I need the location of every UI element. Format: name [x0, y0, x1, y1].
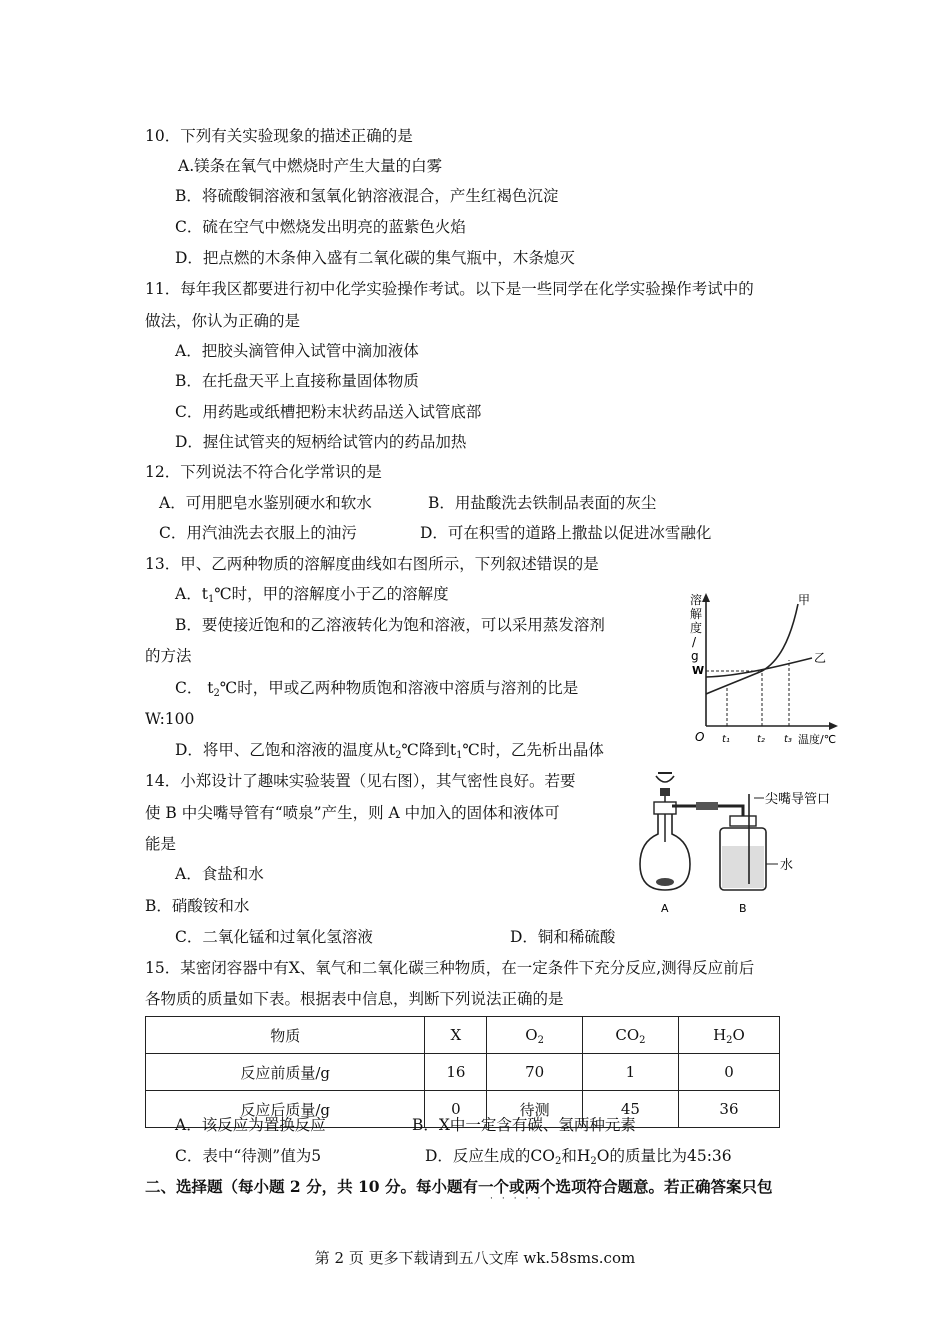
origin-label: O: [695, 730, 705, 744]
bottle-b-water: [722, 846, 764, 888]
q15-option-a: A．该反应为置换反应: [175, 1116, 326, 1134]
q14-line3: 能是: [145, 835, 177, 853]
q14-line2: 使 B 中尖嘴导管有“喷泉”产生，则 A 中加入的固体和液体可: [145, 804, 560, 822]
nozzle-label: 尖嘴导管口: [765, 792, 831, 807]
curve-jia: [706, 604, 798, 694]
funnel-stopcock: [660, 788, 670, 796]
table-cell: 1: [582, 1054, 678, 1091]
q14-option-d: D．铜和稀硫酸: [510, 928, 616, 946]
flask-a-stopper: [654, 802, 676, 814]
apparatus-figure: [638, 772, 848, 917]
header-co2: $CO_2$: [582, 1017, 678, 1054]
table-cell: 36: [678, 1091, 779, 1128]
solubility-curve-figure: [680, 590, 850, 750]
q13-option-b-line2: 的方法: [145, 647, 192, 665]
q11-stem-line1: 11．每年我区都要进行初中化学实验操作考试。以下是一些同学在化学实验操作考试中的: [145, 280, 754, 298]
q14-option-b: B．硝酸铵和水: [145, 897, 250, 915]
q15-line2: 各物质的质量如下表。根据表中信息，判断下列说法正确的是: [145, 990, 564, 1008]
table-cell: 0: [425, 1091, 487, 1128]
q13-stem: 13．甲、乙两种物质的溶解度曲线如右图所示，下列叙述错误的是: [145, 555, 599, 573]
q13-option-c-line1: C． $t_2℃$时，甲或乙两种物质饱和溶液中溶质与溶剂的比是: [175, 679, 579, 699]
section2-heading: 二、选择题（每小题 2 分，共 10 分。每小题有一个或两个选项符合题意。若正确答案只包: [145, 1177, 773, 1196]
table-cell: 反应后质量/g: [146, 1091, 425, 1128]
q12-option-a: A．可用肥皂水鉴别硬水和软水: [159, 494, 372, 512]
table-cell: 待测: [487, 1091, 583, 1128]
water-label: 水: [780, 858, 794, 873]
q10-option-c: C．硫在空气中燃烧发出明亮的蓝紫色火焰: [175, 218, 466, 236]
q12-stem: 12．下列说法不符合化学常识的是: [145, 463, 382, 481]
mass-table: [145, 1016, 780, 1128]
flask-a-solid: [656, 878, 674, 886]
q11-option-d: D．握住试管夹的短柄给试管内的药品加热: [175, 433, 467, 451]
q11-option-c: C．用药匙或纸槽把粉末状药品送入试管底部: [175, 403, 482, 421]
y-label-char-1: 溶: [690, 593, 703, 607]
q12-option-b: B．用盐酸洗去铁制品表面的灰尘: [428, 494, 657, 512]
q14-option-a: A．食盐和水: [175, 865, 264, 883]
table-cell: 0: [678, 1054, 779, 1091]
w-label: W: [692, 664, 705, 677]
q10-option-b: B．将硫酸铜溶液和氢氧化钠溶液混合，产生红褐色沉淀: [175, 187, 559, 205]
tick-t2: t₂: [757, 734, 765, 745]
q13-option-a: A．$t_1℃$时，甲的溶解度小于乙的溶解度: [175, 585, 449, 605]
rubber-tube: [696, 802, 718, 810]
q10-stem: 10．下列有关实验现象的描述正确的是: [145, 127, 413, 145]
table-cell: 16: [425, 1054, 487, 1091]
bottle-b-stopper: [730, 816, 756, 826]
q11-stem-line2: 做法，你认为正确的是: [145, 312, 301, 330]
q13-option-c-line2: W:100: [145, 710, 195, 728]
q13-option-b-line1: B．要使接近饱和的乙溶液转化为饱和溶液，可以采用蒸发溶剂: [175, 616, 605, 634]
x-axis-label: 温度/℃: [798, 733, 837, 746]
tick-t1: t₁: [722, 734, 730, 745]
table-cell: 反应前质量/g: [146, 1054, 425, 1091]
q15-option-b: B．X中一定含有碳、氢两种元素: [412, 1116, 636, 1134]
table-cell: 45: [582, 1091, 678, 1128]
q12-option-c: C．用汽油洗去衣服上的油污: [159, 524, 357, 542]
y-axis-arrow-icon: [702, 593, 710, 602]
emphasis-dots: ·····: [490, 1194, 550, 1204]
q10-option-d: D．把点燃的木条伸入盛有二氧化碳的集气瓶中，木条熄灭: [175, 249, 575, 267]
q11-option-b: B．在托盘天平上直接称量固体物质: [175, 372, 419, 390]
table-row: [146, 1054, 780, 1091]
table-header-row: [146, 1017, 780, 1054]
curve-jia-label: 甲: [798, 593, 811, 607]
funnel-bowl: [656, 776, 674, 782]
header-h2o: $H_2O$: [678, 1017, 779, 1054]
q11-option-a: A．把胶头滴管伸入试管中滴加液体: [175, 342, 419, 360]
header-x: X: [425, 1017, 487, 1054]
bottle-b-label: B: [739, 902, 747, 915]
page-footer: 第 2 页 更多下载请到五八文库 wk.58sms.com: [314, 1249, 636, 1267]
header-o2: $O_2$: [487, 1017, 583, 1054]
q14-option-c: C．二氧化锰和过氧化氢溶液: [175, 928, 373, 946]
y-label-char-3: 度: [690, 621, 703, 635]
q10-option-a: A.镁条在氧气中燃烧时产生大量的白雾: [178, 157, 443, 175]
q15-option-d: D．反应生成的$CO_2$和$H_2O$的质量比为45:36: [425, 1147, 732, 1167]
header-substance: 物质: [146, 1017, 425, 1054]
q13-option-d: D．将甲、乙饱和溶液的温度从$t_2℃$降到$t_1℃$时，乙先析出晶体: [175, 741, 604, 761]
q15-option-c: C．表中“待测”值为5: [175, 1147, 322, 1165]
y-label-char-2: 解: [690, 607, 703, 621]
tick-t3: t₃: [784, 734, 792, 745]
table-cell: 70: [487, 1054, 583, 1091]
q15-line1: 15．某密闭容器中有X、氧气和二氧化碳三种物质，在一定条件下充分反应,测得反应前后: [145, 959, 755, 977]
curve-yi: [706, 658, 812, 677]
q14-line1: 14．小郑设计了趣味实验装置（见右图），其气密性良好。若要: [145, 772, 576, 790]
y-label-char-4: /: [692, 635, 697, 649]
y-label-char-5: g: [691, 649, 699, 663]
curve-yi-label: 乙: [814, 651, 827, 665]
x-axis-arrow-icon: [829, 722, 838, 730]
flask-a-label: A: [661, 902, 669, 915]
q12-option-d: D．可在积雪的道路上撒盐以促进冰雪融化: [420, 524, 712, 542]
